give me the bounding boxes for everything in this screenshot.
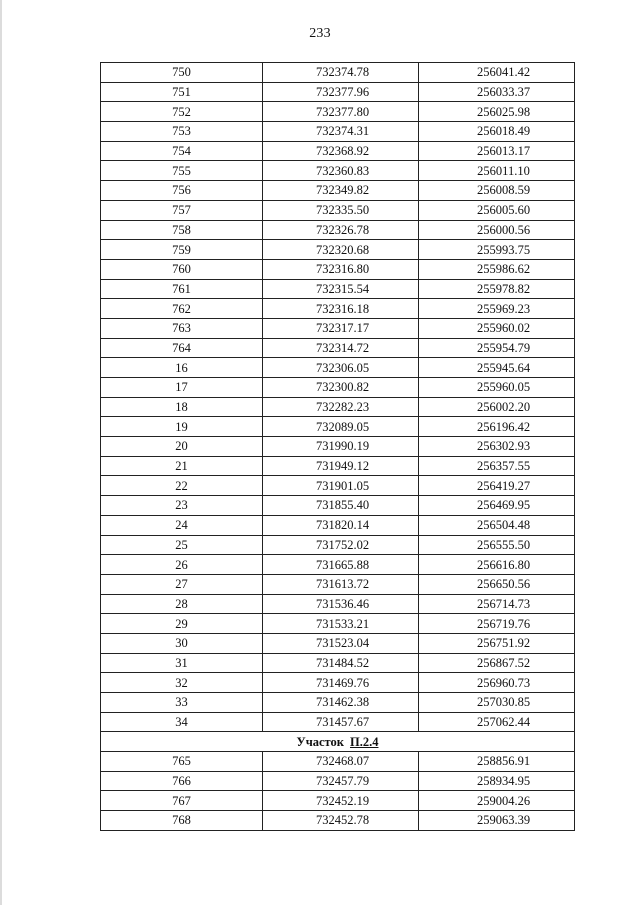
table-row [101,338,575,358]
point-number-cell: 26 [101,555,263,575]
x-coordinate-cell: 732326.78 [263,220,419,240]
point-number-cell: 760 [101,259,263,279]
table-row [101,594,575,614]
point-number-cell: 768 [101,811,263,831]
y-coordinate-cell: 259004.26 [419,791,575,811]
x-coordinate-cell: 732377.80 [263,102,419,122]
y-coordinate-cell: 258856.91 [419,752,575,772]
x-coordinate-cell: 732452.78 [263,811,419,831]
y-coordinate-cell: 256196.42 [419,417,575,437]
x-coordinate-cell: 731820.14 [263,515,419,535]
table-row [101,82,575,102]
section-header-group [101,732,575,752]
point-number-cell: 25 [101,535,263,555]
y-coordinate-cell: 256041.42 [419,63,575,83]
point-number-cell: 758 [101,220,263,240]
table-row [101,555,575,575]
x-coordinate-cell: 732316.18 [263,299,419,319]
point-number-cell: 762 [101,299,263,319]
section-header-row [101,732,575,752]
x-coordinate-cell: 731665.88 [263,555,419,575]
rows-after-group [101,752,575,831]
y-coordinate-cell: 255986.62 [419,259,575,279]
point-number-cell: 752 [101,102,263,122]
x-coordinate-cell: 732314.72 [263,338,419,358]
point-number-cell: 18 [101,397,263,417]
y-coordinate-cell: 255960.05 [419,378,575,398]
table-row [101,574,575,594]
x-coordinate-cell: 732349.82 [263,181,419,201]
x-coordinate-cell: 731462.38 [263,693,419,713]
point-number-cell: 765 [101,752,263,772]
y-coordinate-cell: 256960.73 [419,673,575,693]
table-row [101,633,575,653]
table-row [101,220,575,240]
y-coordinate-cell: 256555.50 [419,535,575,555]
y-coordinate-cell: 256419.27 [419,476,575,496]
y-coordinate-cell: 256018.49 [419,122,575,142]
table-row [101,437,575,457]
rows-before-group [101,63,575,732]
x-coordinate-cell: 731949.12 [263,456,419,476]
y-coordinate-cell: 255993.75 [419,240,575,260]
x-coordinate-cell: 731855.40 [263,496,419,516]
x-coordinate-cell: 732374.31 [263,122,419,142]
y-coordinate-cell: 256751.92 [419,633,575,653]
table-row [101,791,575,811]
table-row [101,397,575,417]
x-coordinate-cell: 732374.78 [263,63,419,83]
x-coordinate-cell: 732360.83 [263,161,419,181]
point-number-cell: 22 [101,476,263,496]
x-coordinate-cell: 732306.05 [263,358,419,378]
table-row [101,240,575,260]
table-row [101,417,575,437]
x-coordinate-cell: 732315.54 [263,279,419,299]
y-coordinate-cell: 256867.52 [419,653,575,673]
x-coordinate-cell: 732377.96 [263,82,419,102]
x-coordinate-cell: 732468.07 [263,752,419,772]
point-number-cell: 767 [101,791,263,811]
page-number: 233 [309,26,331,41]
point-number-cell: 28 [101,594,263,614]
table-row [101,318,575,338]
table-row [101,515,575,535]
point-number-cell: 20 [101,437,263,457]
point-number-cell: 27 [101,574,263,594]
x-coordinate-cell: 731533.21 [263,614,419,634]
y-coordinate-cell: 259063.39 [419,811,575,831]
point-number-cell: 16 [101,358,263,378]
x-coordinate-cell: 732320.68 [263,240,419,260]
x-coordinate-cell: 732317.17 [263,318,419,338]
point-number-cell: 754 [101,141,263,161]
point-number-cell: 759 [101,240,263,260]
table-row [101,279,575,299]
x-coordinate-cell: 732300.82 [263,378,419,398]
point-number-cell: 19 [101,417,263,437]
coordinates-table [100,62,575,831]
x-coordinate-cell: 732316.80 [263,259,419,279]
y-coordinate-cell: 256002.20 [419,397,575,417]
point-number-cell: 30 [101,633,263,653]
section-header-cell [101,732,575,752]
y-coordinate-cell: 256469.95 [419,496,575,516]
table-row [101,496,575,516]
y-coordinate-cell: 256000.56 [419,220,575,240]
table-row [101,141,575,161]
x-coordinate-cell: 731536.46 [263,594,419,614]
table-row [101,161,575,181]
table-row [101,653,575,673]
point-number-cell: 33 [101,693,263,713]
point-number-cell: 29 [101,614,263,634]
y-coordinate-cell: 256013.17 [419,141,575,161]
point-number-cell: 751 [101,82,263,102]
point-number-cell: 24 [101,515,263,535]
table-row [101,102,575,122]
y-coordinate-cell: 256005.60 [419,200,575,220]
table-row [101,673,575,693]
table-row [101,259,575,279]
y-coordinate-cell: 256025.98 [419,102,575,122]
y-coordinate-cell: 255945.64 [419,358,575,378]
y-coordinate-cell: 256008.59 [419,181,575,201]
table-row [101,378,575,398]
x-coordinate-cell: 731901.05 [263,476,419,496]
point-number-cell: 32 [101,673,263,693]
y-coordinate-cell: 255960.02 [419,318,575,338]
point-number-cell: 764 [101,338,263,358]
point-number-cell: 753 [101,122,263,142]
x-coordinate-cell: 731469.76 [263,673,419,693]
y-coordinate-cell: 256650.56 [419,574,575,594]
x-coordinate-cell: 732335.50 [263,200,419,220]
table-row [101,181,575,201]
table-row [101,771,575,791]
table-row [101,476,575,496]
x-coordinate-cell: 731990.19 [263,437,419,457]
point-number-cell: 31 [101,653,263,673]
section-prefix: Участок [296,734,344,749]
section-code: П.2.4 [349,734,379,749]
point-number-cell: 757 [101,200,263,220]
y-coordinate-cell: 256357.55 [419,456,575,476]
point-number-cell: 17 [101,378,263,398]
table-row [101,200,575,220]
table-row [101,122,575,142]
scan-edge [0,0,2,905]
table-row [101,712,575,732]
table-row [101,811,575,831]
y-coordinate-cell: 256033.37 [419,82,575,102]
table-row [101,456,575,476]
x-coordinate-cell: 731613.72 [263,574,419,594]
y-coordinate-cell: 256302.93 [419,437,575,457]
point-number-cell: 756 [101,181,263,201]
y-coordinate-cell: 258934.95 [419,771,575,791]
x-coordinate-cell: 731484.52 [263,653,419,673]
table-row [101,752,575,772]
table-row [101,535,575,555]
table-row [101,614,575,634]
x-coordinate-cell: 732089.05 [263,417,419,437]
point-number-cell: 750 [101,63,263,83]
y-coordinate-cell: 256616.80 [419,555,575,575]
y-coordinate-cell: 255978.82 [419,279,575,299]
x-coordinate-cell: 731752.02 [263,535,419,555]
y-coordinate-cell: 255969.23 [419,299,575,319]
point-number-cell: 34 [101,712,263,732]
point-number-cell: 755 [101,161,263,181]
table-row [101,693,575,713]
y-coordinate-cell: 257030.85 [419,693,575,713]
x-coordinate-cell: 732282.23 [263,397,419,417]
y-coordinate-cell: 256714.73 [419,594,575,614]
x-coordinate-cell: 732368.92 [263,141,419,161]
y-coordinate-cell: 256719.76 [419,614,575,634]
x-coordinate-cell: 731457.67 [263,712,419,732]
y-coordinate-cell: 256504.48 [419,515,575,535]
point-number-cell: 766 [101,771,263,791]
y-coordinate-cell: 255954.79 [419,338,575,358]
point-number-cell: 21 [101,456,263,476]
point-number-cell: 23 [101,496,263,516]
y-coordinate-cell: 257062.44 [419,712,575,732]
point-number-cell: 761 [101,279,263,299]
table-row [101,63,575,83]
x-coordinate-cell: 732457.79 [263,771,419,791]
table-row [101,358,575,378]
x-coordinate-cell: 731523.04 [263,633,419,653]
point-number-cell: 763 [101,318,263,338]
y-coordinate-cell: 256011.10 [419,161,575,181]
table-row [101,299,575,319]
x-coordinate-cell: 732452.19 [263,791,419,811]
